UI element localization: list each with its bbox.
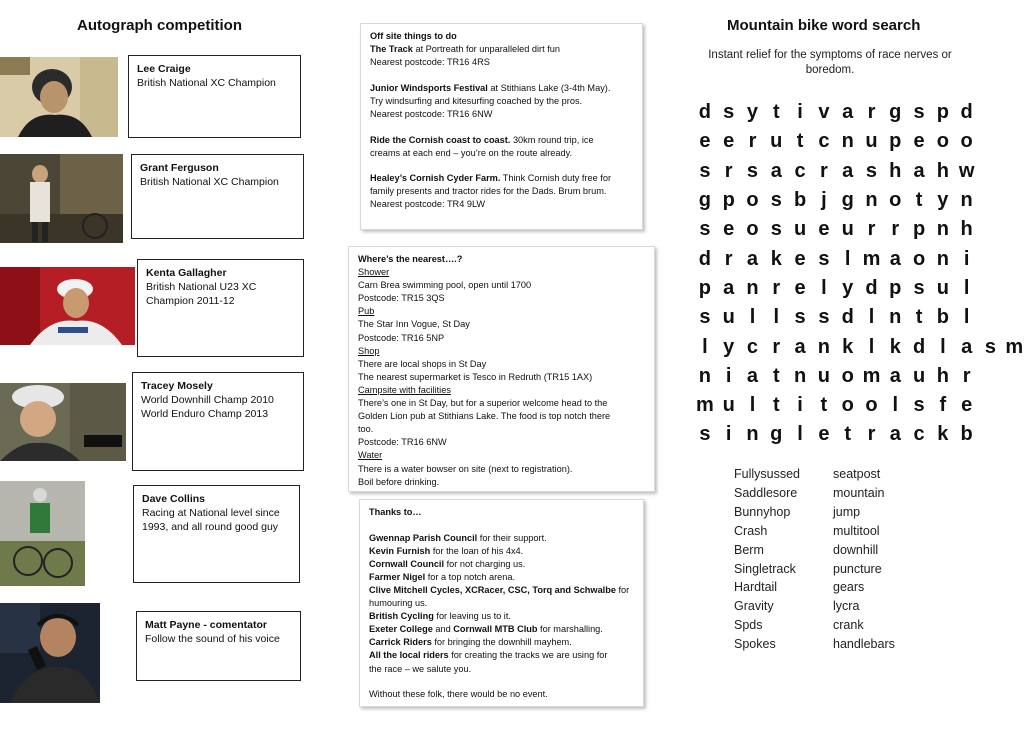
grid-letter: l [963, 306, 970, 329]
grid-letter: c [913, 423, 925, 446]
rider-photo-dave-collins [0, 481, 85, 586]
rider-title: 1993, and all round good guy [142, 521, 279, 533]
thanks-text: for [615, 584, 630, 595]
thanks-text: for leaving us to it. [433, 611, 511, 622]
grid-letter: n [817, 335, 830, 358]
grid-letter: o [746, 189, 759, 212]
word-item: Berm [734, 542, 764, 557]
grid-letter: c [794, 159, 806, 182]
offsite-box [360, 23, 643, 230]
offsite-item-line: family presents and tractor rides for the Dads. Brum brum. [370, 186, 607, 197]
grid-letter: h [960, 218, 973, 241]
offsite-item-text: Think Cornish duty free for [500, 173, 612, 184]
thanks-title: Thanks to… [369, 507, 422, 517]
thanks-box [359, 499, 644, 707]
grid-letter: l [749, 306, 756, 329]
grid-letter: d [865, 276, 878, 299]
word-item: Crash [734, 523, 768, 538]
grid-letter: u [770, 130, 783, 153]
rider-photo-matt-payne [0, 603, 100, 703]
grid-letter: e [699, 130, 711, 153]
grid-letter: f [939, 394, 947, 417]
nearest-line: The Star Inn Vogue, St Day [358, 319, 470, 330]
word-item: lycra [833, 599, 860, 614]
rider-card-tracey-mosely [132, 372, 304, 471]
word-list-left [734, 465, 800, 654]
grid-letter: n [889, 306, 902, 329]
grid-letter: r [819, 159, 828, 182]
thanks-name: Farmer Nigel [369, 571, 426, 582]
grid-letter: p [912, 218, 926, 241]
word-item: Hardtail [734, 580, 778, 595]
grid-letter: j [821, 189, 827, 212]
grid-letter: n [936, 247, 949, 270]
rider-card-kenta-gallagher [137, 259, 304, 357]
rider-title: British National U23 XC [146, 281, 257, 293]
grid-letter: h [936, 364, 949, 387]
word-item: Fullysussed [734, 467, 800, 481]
grid-letter: r [867, 218, 876, 241]
grid-letter: d [841, 306, 854, 329]
grid-letter: o [841, 394, 854, 417]
rider-title: Racing at National level since [142, 507, 280, 519]
nearest-box [348, 246, 655, 492]
grid-letter: d [698, 101, 711, 124]
grid-letter: e [818, 218, 830, 241]
grid-letter: u [722, 306, 735, 329]
grid-row [693, 215, 1026, 244]
grid-letter: n [960, 189, 973, 212]
grid-row [693, 244, 1026, 273]
grid-letter: r [772, 276, 781, 299]
offsite-item-name: Junior Windsports Festival [370, 82, 488, 93]
grid-letter: r [748, 130, 757, 153]
offsite-item-line: creams at each end – you’re on the route already. [370, 147, 573, 158]
grid-letter: l [868, 335, 875, 358]
nearest-heading-campsite: Campsite with facilities [358, 384, 451, 395]
grid-letter: t [772, 101, 780, 124]
wordsearch-title: Mountain bike word search [727, 17, 921, 34]
rider-name: Dave Collins [142, 493, 206, 505]
grid-letter: a [723, 276, 735, 299]
grid-letter: r [891, 218, 900, 241]
grid-letter: l [868, 306, 875, 329]
grid-letter: y [937, 189, 949, 212]
grid-letter: o [912, 247, 926, 270]
grid-letter: a [746, 247, 759, 270]
thanks-name: Cornwall Council [369, 558, 445, 569]
thanks-name: Carrick Riders [369, 637, 432, 648]
grid-letter: s [818, 247, 830, 270]
nearest-heading-pub: Pub [358, 306, 375, 317]
rider-photo-grant-ferguson [0, 154, 123, 243]
rider-name: Grant Ferguson [140, 162, 219, 174]
grid-letter: o [746, 218, 759, 241]
grid-row [693, 274, 1026, 303]
thanks-name: All the local riders [369, 650, 449, 661]
grid-letter: y [723, 335, 735, 358]
grid-letter: s [865, 159, 878, 182]
thanks-text: humouring us. [369, 598, 428, 609]
nearest-line: There are local shops in St Day [358, 358, 487, 369]
grid-letter: a [842, 159, 854, 182]
grid-letter: t [915, 306, 923, 329]
offsite-item-line: Nearest postcode: TR16 6NW [370, 108, 493, 119]
nearest-line: There’s one in St Day, but for a superior welcome head to the [358, 398, 608, 409]
grid-letter: o [865, 394, 878, 417]
grid-row [693, 420, 1026, 449]
grid-letter: r [867, 423, 876, 446]
grid-letter: a [913, 159, 925, 182]
word-item: gears [833, 580, 865, 595]
word-item: puncture [833, 561, 882, 576]
grid-letter: t [844, 423, 852, 446]
word-item: Gravity [734, 599, 774, 614]
nearest-line: There is a water bowser on site (next to registration). [358, 463, 573, 474]
grid-letter: s [984, 335, 997, 358]
grid-letter: s [770, 218, 782, 241]
grid-letter: s [699, 306, 711, 329]
grid-letter: d [960, 101, 973, 124]
grid-letter: s [818, 306, 830, 329]
grid-letter: h [936, 159, 949, 182]
grid-letter: y [746, 101, 759, 124]
grid-row [693, 157, 1026, 186]
thanks-text: for bringing the downhill mayhem. [431, 637, 572, 648]
grid-row [693, 98, 1026, 127]
grid-letter: e [723, 130, 735, 153]
thanks-text: for creating the tracks we are using for [448, 650, 608, 661]
offsite-item-line: Try windsurfing and kitesurfing coached by the pros. [370, 95, 583, 106]
grid-letter: u [841, 218, 854, 241]
grid-letter: p [889, 276, 902, 299]
grid-letter: t [820, 394, 828, 417]
grid-letter: r [772, 335, 781, 358]
grid-letter: p [698, 276, 711, 299]
grid-letter: i [797, 101, 803, 124]
grid-letter: a [794, 335, 806, 358]
thanks-name: British Cycling [369, 611, 434, 622]
thanks-text: for marshalling. [537, 624, 603, 635]
offsite-item-line: Nearest postcode: TR16 4RS [370, 57, 490, 68]
rider-name: Matt Payne - comentator [145, 619, 267, 631]
grid-letter: a [746, 364, 759, 387]
grid-letter: p [889, 130, 902, 153]
grid-letter: r [867, 101, 876, 124]
grid-letter: h [889, 159, 902, 182]
grid-letter: u [793, 218, 807, 241]
grid-letter: b [960, 423, 973, 446]
nearest-line: too. [358, 424, 374, 435]
grid-letter: l [821, 276, 827, 299]
grid-letter: a [770, 159, 782, 182]
grid-letter: c [746, 335, 759, 358]
rider-title: World Downhill Champ 2010 [141, 394, 274, 406]
grid-letter: r [724, 247, 733, 270]
grid-letter: n [746, 423, 759, 446]
word-list-right [833, 465, 895, 654]
thanks-text: for a top notch arena. [425, 571, 516, 582]
grid-letter: a [961, 335, 973, 358]
grid-letter: u [722, 394, 735, 417]
grid-letter: y [842, 276, 854, 299]
rider-title: Follow the sound of his voice [145, 633, 280, 645]
grid-letter: s [746, 159, 759, 182]
grid-letter: s [699, 218, 711, 241]
grid-letter: k [842, 335, 854, 358]
grid-letter: a [889, 364, 901, 387]
grid-letter: g [770, 423, 783, 446]
grid-letter: w [958, 159, 975, 182]
grid-letter: b [936, 306, 949, 329]
grid-letter: c [818, 130, 830, 153]
nearest-heading-water: Water [358, 450, 383, 461]
nearest-heading-shop: Shop [358, 345, 380, 356]
word-item: Spokes [734, 637, 776, 652]
word-item: Bunnyhop [734, 504, 791, 519]
grid-letter: o [889, 189, 902, 212]
rider-card-dave-collins [133, 485, 300, 583]
thanks-text: the race – we salute you. [369, 663, 472, 674]
rider-name: Kenta Gallagher [146, 267, 227, 279]
grid-letter: n [936, 218, 949, 241]
grid-letter: l [749, 394, 756, 417]
grid-letter: n [841, 130, 854, 153]
grid-letter: l [773, 306, 780, 329]
wordsearch-subtitle: Instant relief for the symptoms of race nerves or boredom. [708, 49, 952, 76]
word-item: crank [833, 618, 864, 633]
grid-letter: s [794, 306, 806, 329]
grid-letter: s [699, 423, 711, 446]
rider-title: World Enduro Champ 2013 [141, 408, 269, 420]
nearest-heading-shower: Shower [358, 267, 390, 278]
grid-letter: m [1005, 335, 1024, 358]
thanks-text: for the loan of his 4x4. [430, 545, 524, 556]
grid-letter: i [963, 247, 970, 270]
grid-letter: d [912, 335, 926, 358]
grid-letter: s [913, 276, 925, 299]
grid-letter: g [698, 189, 711, 212]
rider-title: British National XC Champion [137, 77, 276, 89]
grid-letter: e [961, 394, 973, 417]
grid-letter: i [797, 394, 803, 417]
rider-title: Champion 2011-12 [146, 295, 235, 307]
grid-letter: u [912, 364, 926, 387]
nearest-line: Postcode: TR15 3QS [358, 293, 445, 304]
grid-letter: l [797, 423, 803, 446]
autograph-title: Autograph competition [77, 17, 242, 34]
offsite-item-text: 30km round trip, ice [510, 134, 594, 145]
thanks-text: for not charging us. [444, 558, 526, 569]
rider-photo-kenta-gallagher [0, 267, 135, 345]
grid-letter: e [794, 276, 806, 299]
grid-letter: l [844, 247, 851, 270]
grid-letter: r [962, 364, 971, 387]
grid-letter: o [841, 364, 854, 387]
grid-letter: k [889, 335, 901, 358]
rider-photo-tracey-mosely [0, 383, 126, 461]
grid-letter: m [862, 364, 881, 387]
grid-row [693, 332, 1026, 361]
grid-letter: e [818, 423, 830, 446]
grid-letter: t [772, 364, 780, 387]
word-item: mountain [833, 485, 885, 500]
rider-card-lee-craige [128, 55, 301, 138]
thanks-footer: Without these folk, there would be no event. [369, 689, 548, 700]
thanks-name: Exeter College [369, 624, 433, 635]
grid-letter: e [913, 130, 925, 153]
grid-letter: s [913, 394, 925, 417]
grid-letter: m [696, 394, 714, 417]
grid-letter: a [889, 423, 901, 446]
grid-letter: v [818, 101, 830, 124]
thanks-text: for their support. [477, 532, 547, 543]
grid-letter: n [746, 276, 759, 299]
grid-letter: r [724, 159, 733, 182]
offsite-item-line: Nearest postcode: TR4 9LW [370, 199, 486, 210]
grid-letter: d [698, 247, 711, 270]
thanks-name: Kevin Furnish [369, 545, 431, 556]
word-item: handlebars [833, 637, 895, 652]
rider-name: Lee Craige [137, 63, 191, 75]
grid-letter: e [794, 247, 806, 270]
grid-letter: i [725, 423, 732, 446]
grid-letter: o [960, 130, 973, 153]
word-item: jump [833, 504, 861, 519]
grid-letter: n [865, 189, 878, 212]
nearest-line: Boil before drinking. [358, 476, 440, 487]
thanks-text: and [432, 624, 454, 635]
grid-letter: k [770, 247, 782, 270]
grid-row [693, 391, 1026, 420]
grid-letter: g [889, 101, 902, 124]
offsite-item-text: at Portreath for unparalleled dirt fun [412, 44, 560, 55]
word-item: downhill [833, 542, 879, 557]
nearest-line: Postcode: TR16 6NW [358, 437, 447, 448]
word-item: Singletrack [734, 561, 796, 576]
grid-letter: l [892, 394, 899, 417]
rider-card-matt-payne [136, 611, 301, 681]
nearest-line: Golden Lion pub at Stithians Lake. The food is top notch there [358, 411, 611, 422]
nearest-line: Postcode: TR16 5NP [358, 332, 445, 343]
grid-letter: m [862, 247, 881, 270]
grid-letter: t [915, 189, 923, 212]
grid-letter: p [722, 189, 735, 212]
nearest-title: Where’s the nearest….? [358, 254, 463, 264]
thanks-name: Clive Mitchell Cycles, XCRacer, CSC, Torq and Schwalbe [369, 584, 616, 595]
offsite-item-name: Ride the Cornish coast to coast. [370, 134, 511, 145]
grid-letter: t [796, 130, 804, 153]
grid-letter: e [723, 218, 735, 241]
grid-row [693, 186, 1026, 215]
grid-letter: b [793, 189, 807, 212]
offsite-item-name: The Track [370, 44, 413, 55]
thanks-name: Gwennap Parish Council [369, 532, 478, 543]
grid-letter: g [841, 189, 854, 212]
grid-letter: n [698, 364, 711, 387]
rider-title: British National XC Champion [140, 176, 279, 188]
grid-letter: l [940, 335, 946, 358]
grid-row [693, 362, 1026, 391]
rider-photo-lee-craige [0, 57, 118, 137]
grid-letter: s [913, 101, 925, 124]
grid-letter: s [770, 189, 782, 212]
nearest-line: Carn Brea swimming pool, open until 1700 [358, 280, 532, 291]
grid-letter: a [842, 101, 854, 124]
rider-name: Tracey Mosely [141, 380, 213, 392]
offsite-item-text: at Stithians Lake (3-4th May). [487, 82, 611, 93]
wordsearch-grid [693, 98, 1026, 450]
nearest-line: The nearest supermarket is Tesco in Redruth (TR15 1AX) [358, 371, 593, 382]
grid-letter: u [817, 364, 830, 387]
offsite-item-name: Healey’s Cornish Cyder Farm. [370, 173, 501, 184]
word-item: multitool [833, 523, 880, 538]
grid-letter: u [865, 130, 878, 153]
word-item: seatpost [833, 467, 881, 481]
word-item: Saddlesore [734, 485, 798, 500]
grid-letter: u [936, 276, 949, 299]
grid-letter: t [772, 394, 780, 417]
grid-letter: i [725, 364, 732, 387]
grid-letter: n [793, 364, 807, 387]
grid-letter: o [936, 130, 949, 153]
thanks-name: Cornwall MTB Club [453, 624, 538, 635]
grid-letter: s [699, 159, 711, 182]
grid-letter: l [963, 276, 970, 299]
offsite-title: Off site things to do [370, 31, 457, 41]
grid-row [693, 303, 1026, 332]
word-item: Spds [734, 618, 763, 633]
grid-letter: s [723, 101, 735, 124]
grid-row [693, 127, 1026, 156]
rider-card-grant-ferguson [131, 154, 304, 239]
grid-letter: a [889, 247, 901, 270]
grid-letter: k [937, 423, 949, 446]
grid-letter: p [936, 101, 949, 124]
grid-letter: l [702, 335, 708, 358]
